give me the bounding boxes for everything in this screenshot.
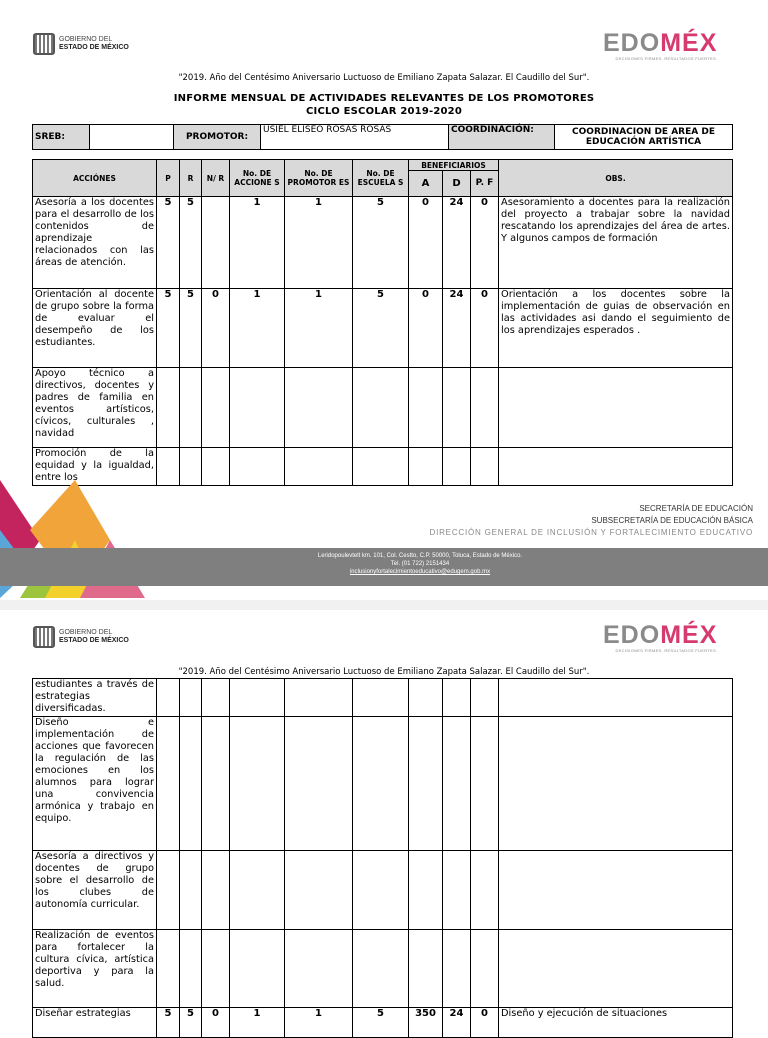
col-no-escuelas: No. DE ESCUELA S: [353, 160, 409, 197]
obs-cell: [499, 851, 733, 930]
nr-cell: 0: [202, 1008, 230, 1038]
table-row: [33, 679, 733, 717]
col-r: R: [180, 160, 202, 197]
footer-line3: DIRECCIÓN GENERAL DE INCLUSIÓN Y FORTALECIMIENTO EDUCATIVO: [429, 528, 753, 537]
accion-cell: Orientación al docente de grupo sobre la forma de evaluar el desempeño de los estudiantes.: [33, 289, 157, 368]
info-table: [32, 124, 733, 150]
document-page-2: [0, 610, 768, 1024]
obs-cell: [499, 930, 733, 1008]
report-title: INFORME MENSUAL DE ACTIVIDADES RELEVANTES DE LOS PROMOTORES: [173, 93, 595, 104]
pf-cell: [471, 368, 499, 448]
edomex-logo-b: MÉX: [660, 621, 718, 649]
address-email: inclusionyfortalecimientoeducativo@edugem.gob.mx: [349, 569, 491, 575]
acciones-cell: [230, 930, 285, 1008]
edomex-logo-a: EDO: [603, 621, 661, 649]
nr-cell: [202, 368, 230, 448]
edomex-logo-b: MÉX: [660, 29, 718, 57]
accion-cell: Promoción de la equidad y la igualdad, entre los: [33, 448, 157, 486]
coordinacion-value: COORDINACION DE AREA DE EDUCACIÓN ARTÍSTICA: [555, 125, 733, 150]
gov-edomex-logo: [33, 33, 129, 55]
a-cell: 0: [409, 197, 443, 289]
nr-cell: [202, 851, 230, 930]
pf-cell: [471, 930, 499, 1008]
state-seal-icon: [33, 33, 55, 55]
d-cell: 24: [443, 197, 471, 289]
col-p: P: [157, 160, 180, 197]
address-line1: Leridopoulevtelt km. 101, Col. Cestto, C.P. 50000, Toluca, Estado de México.: [317, 553, 523, 559]
p-cell: [157, 679, 180, 717]
a-cell: [409, 679, 443, 717]
a-cell: [409, 368, 443, 448]
edomex-logo-a: EDO: [603, 29, 661, 57]
r-cell: [180, 851, 202, 930]
gov-line1: GOBIERNO DEL: [59, 36, 113, 43]
activities-table: [32, 159, 733, 486]
col-pf: P. F: [471, 171, 499, 197]
nr-cell: [202, 717, 230, 851]
acciones-cell: 1: [230, 289, 285, 368]
promotores-cell: [285, 930, 353, 1008]
accion-cell: Realización de eventos para fortalecer la cultura cívica, artística deportiva y para la salud.: [33, 930, 157, 1008]
a-cell: [409, 930, 443, 1008]
escuelas-cell: 5: [353, 1008, 409, 1038]
edomex-tagline: DECISIONES FIRMES, RESULTADOS FUERTES.: [615, 648, 718, 653]
gov-line1: GOBIERNO DEL: [59, 629, 113, 636]
obs-cell: Diseño y ejecución de situaciones: [499, 1008, 733, 1038]
edomex-logo: [603, 30, 717, 61]
promotores-cell: 1: [285, 197, 353, 289]
p-cell: [157, 448, 180, 486]
pf-cell: [471, 717, 499, 851]
acciones-cell: 1: [230, 1008, 285, 1038]
escuelas-cell: [353, 930, 409, 1008]
d-cell: [443, 851, 471, 930]
a-cell: [409, 717, 443, 851]
a-cell: [409, 448, 443, 486]
d-cell: [443, 368, 471, 448]
d-cell: [443, 448, 471, 486]
p-cell: 5: [157, 289, 180, 368]
p-cell: [157, 930, 180, 1008]
col-nr: N/ R: [202, 160, 230, 197]
edomex-tagline: DECISIONES FIRMES, RESULTADOS FUERTES.: [615, 56, 718, 61]
promotores-cell: [285, 448, 353, 486]
col-a: A: [409, 171, 443, 197]
r-cell: [180, 448, 202, 486]
acciones-cell: [230, 448, 285, 486]
pf-cell: [471, 448, 499, 486]
escuelas-cell: [353, 448, 409, 486]
acciones-cell: [230, 368, 285, 448]
p-cell: 5: [157, 197, 180, 289]
pf-cell: 0: [471, 197, 499, 289]
r-cell: [180, 679, 202, 717]
p-cell: 5: [157, 1008, 180, 1038]
table-row: [33, 930, 733, 1008]
nr-cell: [202, 679, 230, 717]
escuelas-cell: [353, 851, 409, 930]
col-obs: OBS.: [499, 160, 733, 197]
accion-cell: Diseñar estrategias: [33, 1008, 157, 1038]
obs-cell: Asesoramiento a docentes para la realización del proyecto a trabajar sobre la navidad rescatando los aprendizajes del área de artes. Y algunos campos de formación: [499, 197, 733, 289]
footer-institution: [430, 503, 754, 539]
d-cell: [443, 679, 471, 717]
promotores-cell: 1: [285, 1008, 353, 1038]
pf-cell: [471, 679, 499, 717]
p-cell: [157, 368, 180, 448]
obs-cell: [499, 679, 733, 717]
pf-cell: 0: [471, 289, 499, 368]
acciones-cell: [230, 679, 285, 717]
promotores-cell: [285, 851, 353, 930]
obs-cell: Orientación a los docentes sobre la implementación de guias de observación en las actividades asi dando el seguimiento de los aprendizajes esperados .: [499, 289, 733, 368]
d-cell: [443, 930, 471, 1008]
sreb-value: [90, 125, 174, 150]
col-acciones: ACCIÓNES: [33, 160, 157, 197]
a-cell: 0: [409, 289, 443, 368]
edomex-logo: [603, 622, 717, 653]
col-no-promotores: No. DE PROMOTOR ES: [285, 160, 353, 197]
pf-cell: [471, 851, 499, 930]
acciones-cell: 1: [230, 197, 285, 289]
accion-cell: Asesoría a directivos y docentes de grupo sobre el desarrollo de los clubes de autonomía curricular.: [33, 851, 157, 930]
promotores-cell: [285, 717, 353, 851]
obs-cell: [499, 717, 733, 851]
promotores-cell: 1: [285, 289, 353, 368]
promotores-cell: [285, 679, 353, 717]
gov-line2: ESTADO DE MÉXICO: [59, 44, 129, 51]
d-cell: 24: [443, 1008, 471, 1038]
footer-line1: SECRETARÍA DE EDUCACIÓN: [639, 504, 753, 513]
p-cell: [157, 851, 180, 930]
sreb-label: SREB:: [33, 125, 90, 150]
accion-cell: Asesoría a los docentes para el desarrollo de los contenidos de aprendizaje relacionados con las áreas de atención.: [33, 197, 157, 289]
acciones-cell: [230, 851, 285, 930]
gov-edomex-logo: [33, 626, 129, 648]
gov-line2: ESTADO DE MÉXICO: [59, 637, 129, 644]
motto: "2019. Año del Centésimo Aniversario Luctuoso de Emiliano Zapata Salazar. El Caudillo del Sur".: [178, 73, 590, 83]
escuelas-cell: 5: [353, 197, 409, 289]
promotores-cell: [285, 368, 353, 448]
coordinacion-label: COORDINACIÓN:: [449, 125, 555, 150]
escuelas-cell: [353, 368, 409, 448]
r-cell: 5: [180, 289, 202, 368]
d-cell: 24: [443, 289, 471, 368]
activities-table-continued: [32, 678, 733, 1038]
a-cell: [409, 851, 443, 930]
col-beneficiarios: BENEFICIARIOS: [409, 160, 499, 171]
r-cell: [180, 930, 202, 1008]
footer-address: [0, 552, 768, 576]
footer-line2: SUBSECRETARÍA DE EDUCACIÓN BÁSICA: [591, 516, 753, 525]
promotor-value: USIEL ELISEO ROSAS ROSAS: [261, 125, 449, 150]
table-row: [33, 851, 733, 930]
nr-cell: [202, 930, 230, 1008]
escuelas-cell: 5: [353, 289, 409, 368]
motto: "2019. Año del Centésimo Aniversario Luctuoso de Emiliano Zapata Salazar. El Caudillo del Sur".: [178, 667, 590, 677]
r-cell: 5: [180, 1008, 202, 1038]
col-d: D: [443, 171, 471, 197]
address-line2: Tel. (01 722) 2151434: [390, 561, 450, 567]
accion-cell: Apoyo técnico a directivos, docentes y padres de familia en eventos artísticos, cívicos, culturales , navidad: [33, 368, 157, 448]
accion-cell: estudiantes a través de estrategias diversificadas.: [33, 679, 157, 717]
table-row: [33, 717, 733, 851]
nr-cell: 0: [202, 289, 230, 368]
promotor-label: PROMOTOR:: [174, 125, 261, 150]
state-seal-icon: [33, 626, 55, 648]
obs-cell: [499, 368, 733, 448]
r-cell: 5: [180, 197, 202, 289]
r-cell: [180, 368, 202, 448]
nr-cell: [202, 197, 230, 289]
nr-cell: [202, 448, 230, 486]
pf-cell: 0: [471, 1008, 499, 1038]
escuelas-cell: [353, 717, 409, 851]
a-cell: 350: [409, 1008, 443, 1038]
table-row: [33, 197, 733, 289]
obs-cell: [499, 448, 733, 486]
acciones-cell: [230, 717, 285, 851]
accion-cell: Diseño e implementación de acciones que favorecen la regulación de las emociones en los alumnos para lograr una convivencia armónica y trabajo en equipo.: [33, 717, 157, 851]
r-cell: [180, 717, 202, 851]
report-subtitle: CICLO ESCOLAR 2019-2020: [306, 106, 462, 117]
d-cell: [443, 717, 471, 851]
col-no-acciones: No. DE ACCIONE S: [230, 160, 285, 197]
table-row: [33, 1008, 733, 1038]
p-cell: [157, 717, 180, 851]
table-row: [33, 368, 733, 448]
escuelas-cell: [353, 679, 409, 717]
table-row: [33, 289, 733, 368]
